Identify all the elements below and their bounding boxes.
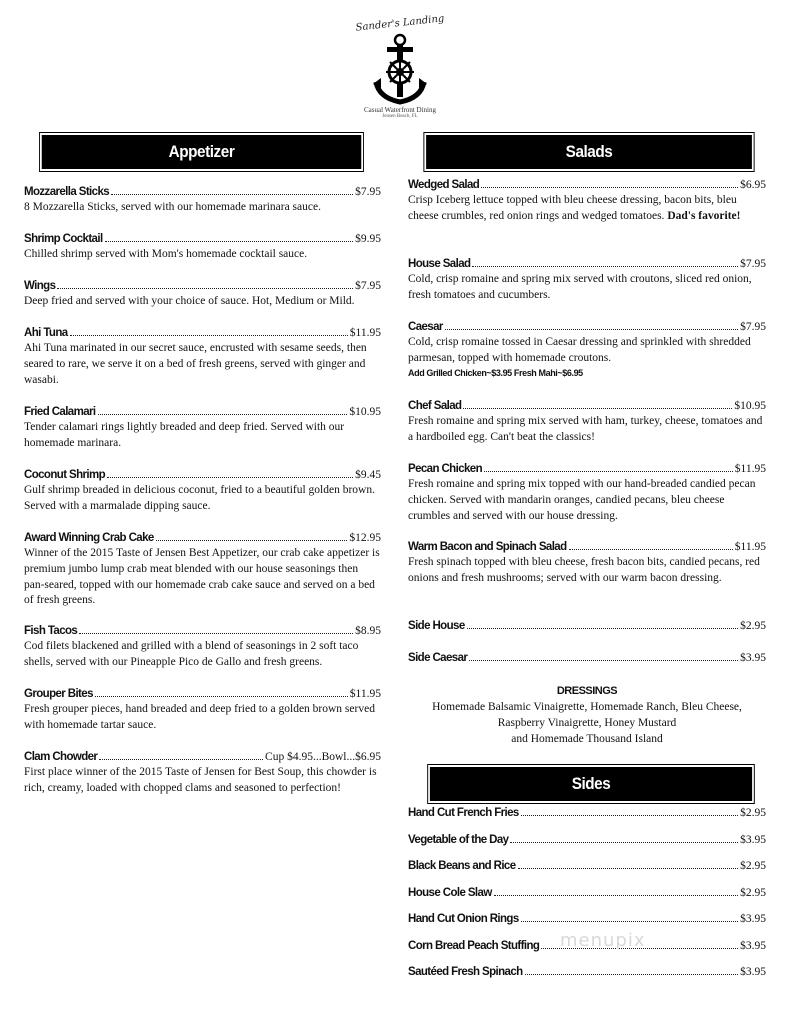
item-desc: Chilled shrimp served with Mom's homemade cocktail sauce. xyxy=(24,248,308,260)
item-name: Grouper Bites xyxy=(24,688,93,700)
dressings-block xyxy=(408,683,766,747)
item-name: Shrimp Cocktail xyxy=(24,233,103,245)
item-name: House Salad xyxy=(408,258,471,270)
item-highlight: Dad's favorite! xyxy=(667,209,741,222)
item-price: $8.95 xyxy=(355,625,381,637)
item-desc: Fresh spinach topped with bleu cheese, fresh bacon bits, candied pecans, red onions and fresh mushrooms; served with our warm bacon dressing. xyxy=(408,556,760,584)
dressings-line: and Homemade Thousand Island xyxy=(511,733,663,745)
dressings-title: DRESSINGS xyxy=(556,685,618,697)
item-desc: Winner of the 2015 Taste of Jensen Best Appetizer, our crab cake appetizer is premium jumbo lump crab meat blended with our house seasonings then pan-seared, topped with our homemade crab cake sauce and served on a bed of fresh greens. xyxy=(24,547,380,607)
menu-item xyxy=(24,405,381,468)
item-price: $11.95 xyxy=(349,327,381,339)
item-price: $11.95 xyxy=(734,463,766,475)
menu-item xyxy=(408,257,766,320)
item-price: $3.95 xyxy=(740,966,766,978)
item-price: Cup $4.95...Bowl...$6.95 xyxy=(265,751,381,763)
item-name: Hand Cut Onion Rings xyxy=(408,913,519,925)
item-desc: Cod filets blackened and grilled with a blend of seasonings in 2 soft taco shells, served with our Pineapple Pico de Gallo and fresh greens. xyxy=(24,640,359,668)
item-desc: Crisp Iceberg lettuce topped with bleu cheese dressing, bacon bits, bleu cheese crumbles, red onion rings and wedged tomatoes. Dad's favorite! xyxy=(408,194,741,222)
item-price: $3.95 xyxy=(740,913,766,925)
logo-location: Jensen Beach, FL xyxy=(382,114,418,119)
item-name: Fish Tacos xyxy=(24,625,78,637)
menu-item xyxy=(24,326,381,405)
item-name: Caesar xyxy=(408,321,443,333)
item-price: $2.95 xyxy=(740,620,766,632)
item-desc: Cold, crisp romaine and spring mix served with croutons, sliced red onion, fresh tomatoes and cucumbers. xyxy=(408,273,752,301)
item-price: $3.95 xyxy=(740,652,766,664)
item-desc: Gulf shrimp breaded in delicious coconut, fried to a beautiful golden brown. Served with a marmalade dipping sauce. xyxy=(24,484,375,512)
item-desc: Tender calamari rings lightly breaded and deep fried. Served with our homemade marinara. xyxy=(24,421,345,449)
item-name: Corn Bread Peach Stuffing xyxy=(408,939,540,952)
item-name: Chef Salad xyxy=(408,400,462,412)
item-price: $9.45 xyxy=(355,469,381,481)
menu-item xyxy=(408,806,766,833)
menu-item xyxy=(408,178,766,257)
restaurant-logo xyxy=(355,13,445,126)
item-name: Side Caesar xyxy=(408,652,468,664)
item-price: $3.95 xyxy=(740,939,766,952)
item-name: Coconut Shrimp xyxy=(24,469,106,481)
menu-item xyxy=(408,540,766,619)
item-name: Black Beans and Rice xyxy=(408,860,516,872)
logo-name: Sander's Landing xyxy=(355,13,445,34)
item-name: Side House xyxy=(408,620,465,632)
menu-item xyxy=(408,886,766,913)
menu-item xyxy=(24,624,381,687)
item-price: $11.95 xyxy=(734,541,766,553)
appetizer-list xyxy=(24,185,381,797)
item-desc: Deep fried and served with your choice of sauce. Hot, Medium or Mild. xyxy=(24,295,355,307)
item-price: $12.95 xyxy=(349,532,381,544)
item-price: $10.95 xyxy=(349,406,381,418)
menu-item xyxy=(24,468,381,531)
item-name: Pecan Chicken xyxy=(408,463,483,475)
item-name: Fried Calamari xyxy=(24,406,96,418)
item-price: $7.95 xyxy=(355,186,381,198)
menu-item xyxy=(408,833,766,860)
item-price: $9.95 xyxy=(355,233,381,245)
menu-item xyxy=(24,279,381,326)
item-name: Clam Chowder xyxy=(24,751,98,763)
item-desc: First place winner of the 2015 Taste of Jensen for Best Soup, this chowder is rich, creamy, loaded with chopped clams and seasoned to perfection! xyxy=(24,766,377,794)
anchor-icon xyxy=(373,32,427,108)
menu-item xyxy=(24,531,381,624)
item-price: $11.95 xyxy=(349,688,381,700)
item-name: Wedged Salad xyxy=(408,179,480,191)
item-name: House Cole Slaw xyxy=(408,886,492,899)
menu-item xyxy=(408,965,766,992)
item-name: Mozzarella Sticks xyxy=(24,186,110,198)
item-desc: Cold, crisp romaine tossed in Caesar dressing and sprinkled with shredded parmesan, topped with homemade croutons. xyxy=(408,336,751,364)
salads-header: Salads xyxy=(424,133,753,171)
item-price: $2.95 xyxy=(740,886,766,899)
menu-item xyxy=(24,687,381,750)
item-desc: Fresh romaine and spring mix served with ham, turkey, cheese, tomatoes and a hardboiled egg. Can't beat the classics! xyxy=(408,415,763,443)
item-name: Wings xyxy=(24,280,56,292)
menu-item xyxy=(408,619,766,651)
item-price: $3.95 xyxy=(740,833,766,846)
menu-item xyxy=(408,320,766,399)
item-desc: Fresh grouper pieces, hand breaded and deep fried to a golden brown served with homemade tartar sauce. xyxy=(24,703,375,731)
item-name: Hand Cut French Fries xyxy=(408,807,519,819)
item-price: $10.95 xyxy=(734,400,766,412)
item-price: $6.95 xyxy=(740,179,766,191)
menu-item xyxy=(24,750,381,797)
item-name: Award Winning Crab Cake xyxy=(24,532,154,544)
item-name: Warm Bacon and Spinach Salad xyxy=(408,541,567,553)
logo-tagline: Casual Waterfront Dining xyxy=(363,106,436,114)
item-desc: Ahi Tuna marinated in our secret sauce, encrusted with sesame seeds, then seared to rare, we serve it on a bed of fresh greens, served with ginger and wasabi. xyxy=(24,342,367,386)
menu-item xyxy=(408,859,766,886)
item-name: Vegetable of the Day xyxy=(408,833,509,846)
menu-item xyxy=(24,232,381,279)
item-name: Ahi Tuna xyxy=(24,327,68,339)
menu-item xyxy=(408,462,766,540)
appetizer-header: Appetizer xyxy=(40,133,363,171)
item-desc: 8 Mozzarella Sticks, served with our homemade marinara sauce. xyxy=(24,201,321,213)
dressings-line: Homemade Balsamic Vinaigrette, Homemade Ranch, Bleu Cheese, xyxy=(432,701,742,713)
sides-header: Sides xyxy=(428,765,754,803)
menu-item xyxy=(24,185,381,232)
item-price: $2.95 xyxy=(740,860,766,872)
item-name: Sautéed Fresh Spinach xyxy=(408,966,523,978)
salads-list xyxy=(408,178,766,666)
item-price: $7.95 xyxy=(740,321,766,333)
watermark: menupix xyxy=(560,930,646,951)
item-desc: Fresh romaine and spring mix topped with our hand-breaded candied pecan chicken. Served with mandarin oranges, candied pecans, bleu cheese crumbles and served with our house dressing. xyxy=(408,478,756,522)
menu-item xyxy=(408,651,766,666)
item-price: $7.95 xyxy=(740,258,766,270)
item-price: $2.95 xyxy=(740,807,766,819)
item-addons: Add Grilled Chicken~$3.95 Fresh Mahi~$6.95 xyxy=(408,367,583,378)
item-price: $7.95 xyxy=(355,280,381,292)
dressings-line: Raspberry Vinaigrette, Honey Mustard xyxy=(497,717,677,729)
sides-list xyxy=(408,806,766,992)
menu-item xyxy=(408,399,766,462)
